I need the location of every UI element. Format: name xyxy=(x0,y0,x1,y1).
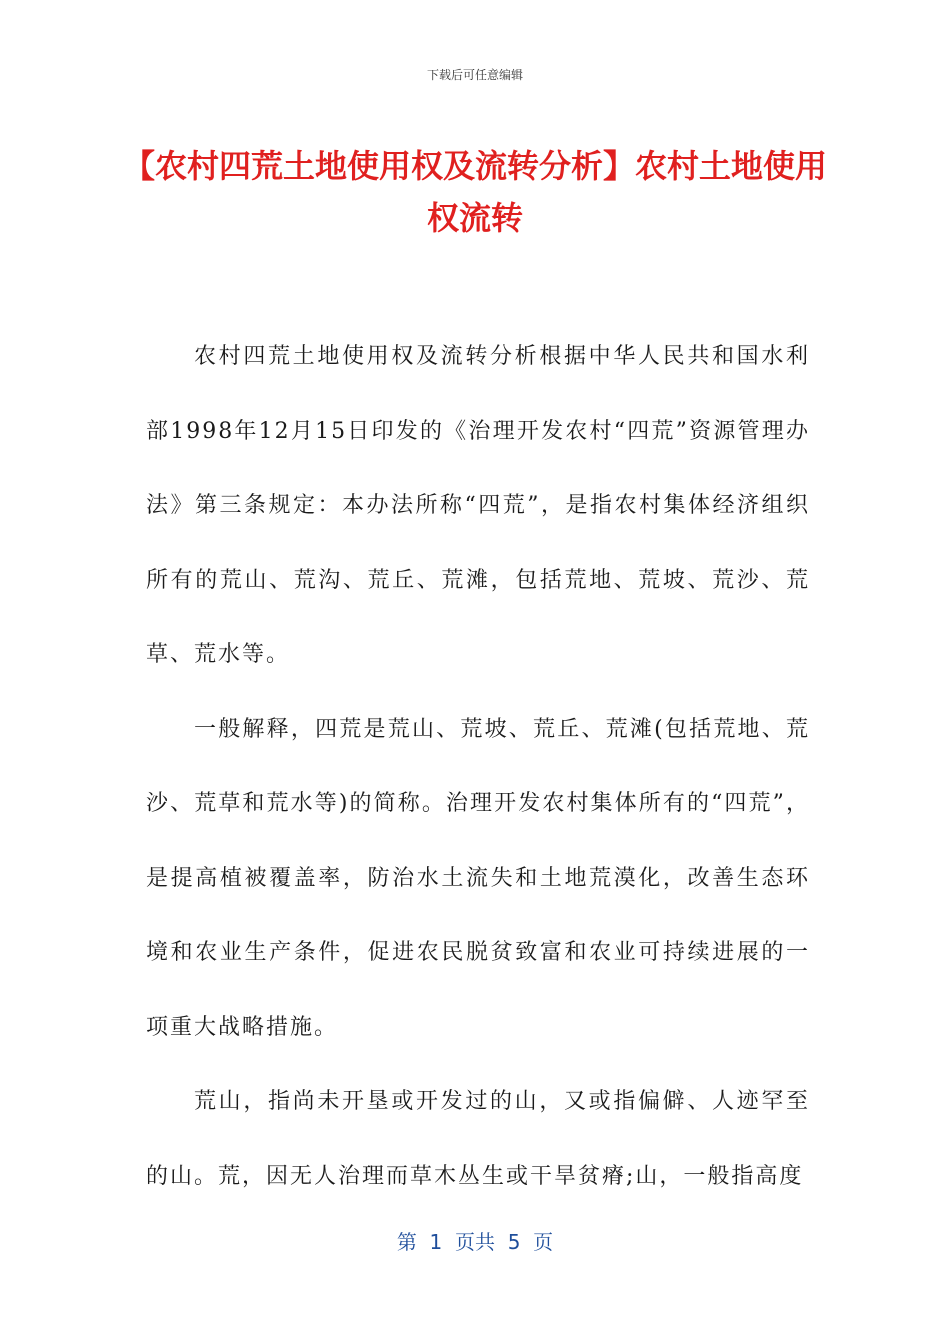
paragraph-2: 一般解释，四荒是荒山、荒坡、荒丘、荒滩(包括荒地、荒沙、荒草和荒水等)的简称。治理开发农村集体所有的“四荒”，是提高植被覆盖率，防治水土流失和土地荒漠化，改善生态环境和农业生产条件，促进农民脱贫致富和农业可持续进展的一项重大战略措施。 xyxy=(146,716,810,1040)
document-title: 【农村四荒土地使用权及流转分析】农村土地使用权流转 xyxy=(122,147,827,237)
header-note: 下载后可任意编辑 xyxy=(426,68,523,82)
paragraph-3: 荒山，指尚未开垦或开发过的山，又或指偏僻、人迹罕至的山。荒，因无人治理而草木丛生或干旱贫瘠;山，一般指高度 xyxy=(146,1089,810,1189)
paragraph-1: 农村四荒土地使用权及流转分析根据中华人民共和国水利部1998年12月15日印发的《治理开发农村“四荒”资源管理办法》第三条规定：本办法所称“四荒”，是指农村集体经济组织所有的荒山、荒沟、荒丘、荒滩，包括荒地、荒坡、荒沙、荒草、荒水等。 xyxy=(146,344,810,667)
page-number-footer: 第 1 页共 5 页 xyxy=(396,1230,554,1254)
document-body xyxy=(146,320,810,1214)
